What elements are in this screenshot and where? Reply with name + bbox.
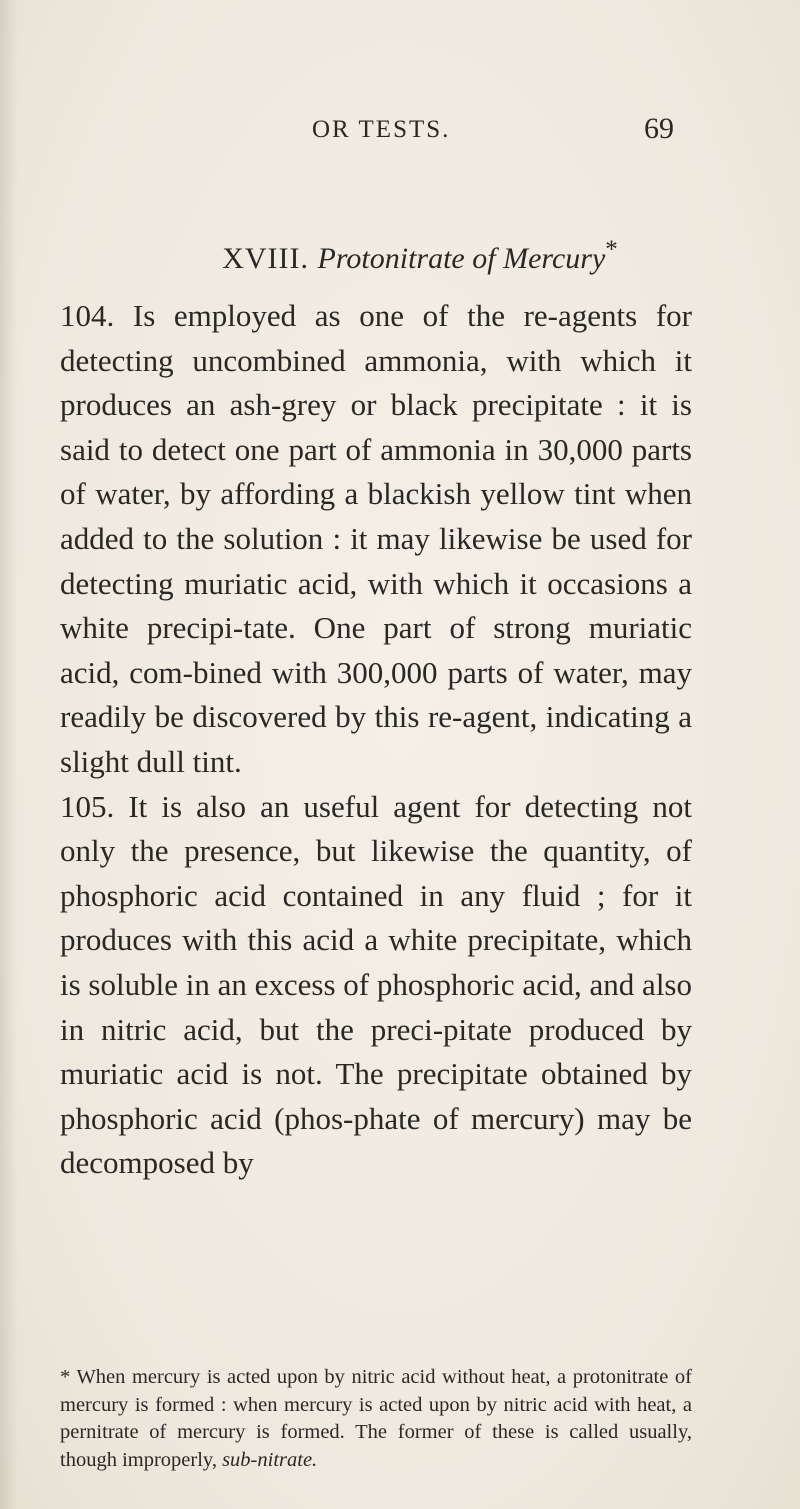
paragraph-105: 105. It is also an useful agent for detecting not only the presence, but likewise the quantity, of phosphoric acid contained in any fluid ; for it produces with this acid a white precipitate, which is soluble in an excess of phosphoric acid, and also in nitric acid, but the preci-pitate produced by muriatic acid is not. The precipitate obtained by phosphoric acid (phos-phate of mercury) may be decomposed by [60, 788, 692, 1181]
section-heading [0, 236, 800, 276]
section-title: Protonitrate of Mercury [317, 242, 606, 275]
running-head [0, 112, 800, 152]
gutter-shadow [0, 0, 18, 1509]
paragraph-104: 104. Is employed as one of the re-agents for detecting uncombined ammonia, with which it produces an ash-grey or black precipitate : it is said to detect one part of ammonia in 30,000 parts of water, by affording a blackish yellow tint when added to the solution : it may likewise be used for detecting muriatic acid, with which it occasions a white precipi-tate. One part of strong muriatic acid, com-bined with 300,000 parts of water, may readily be discovered by this re-agent, indicating a slight dull tint. [60, 298, 692, 779]
footnote-reference: * [605, 236, 618, 263]
running-title: OR TESTS. [312, 116, 451, 143]
page-number: 69 [644, 112, 674, 145]
footnote [60, 1364, 692, 1474]
section-number: XVIII. [222, 242, 318, 275]
footnote-text: When mercury is acted upon by nitric acid without heat, a protonitrate of mercury is formed : when mercury is acted upon by nitric acid with heat, a pernitrate of mercury is formed. The former of these is called usually, though improperly, [60, 1366, 692, 1471]
footnote-italic-term: sub-nitrate. [222, 1448, 318, 1471]
body-text [60, 294, 692, 1186]
footnote-marker: * [60, 1366, 77, 1388]
